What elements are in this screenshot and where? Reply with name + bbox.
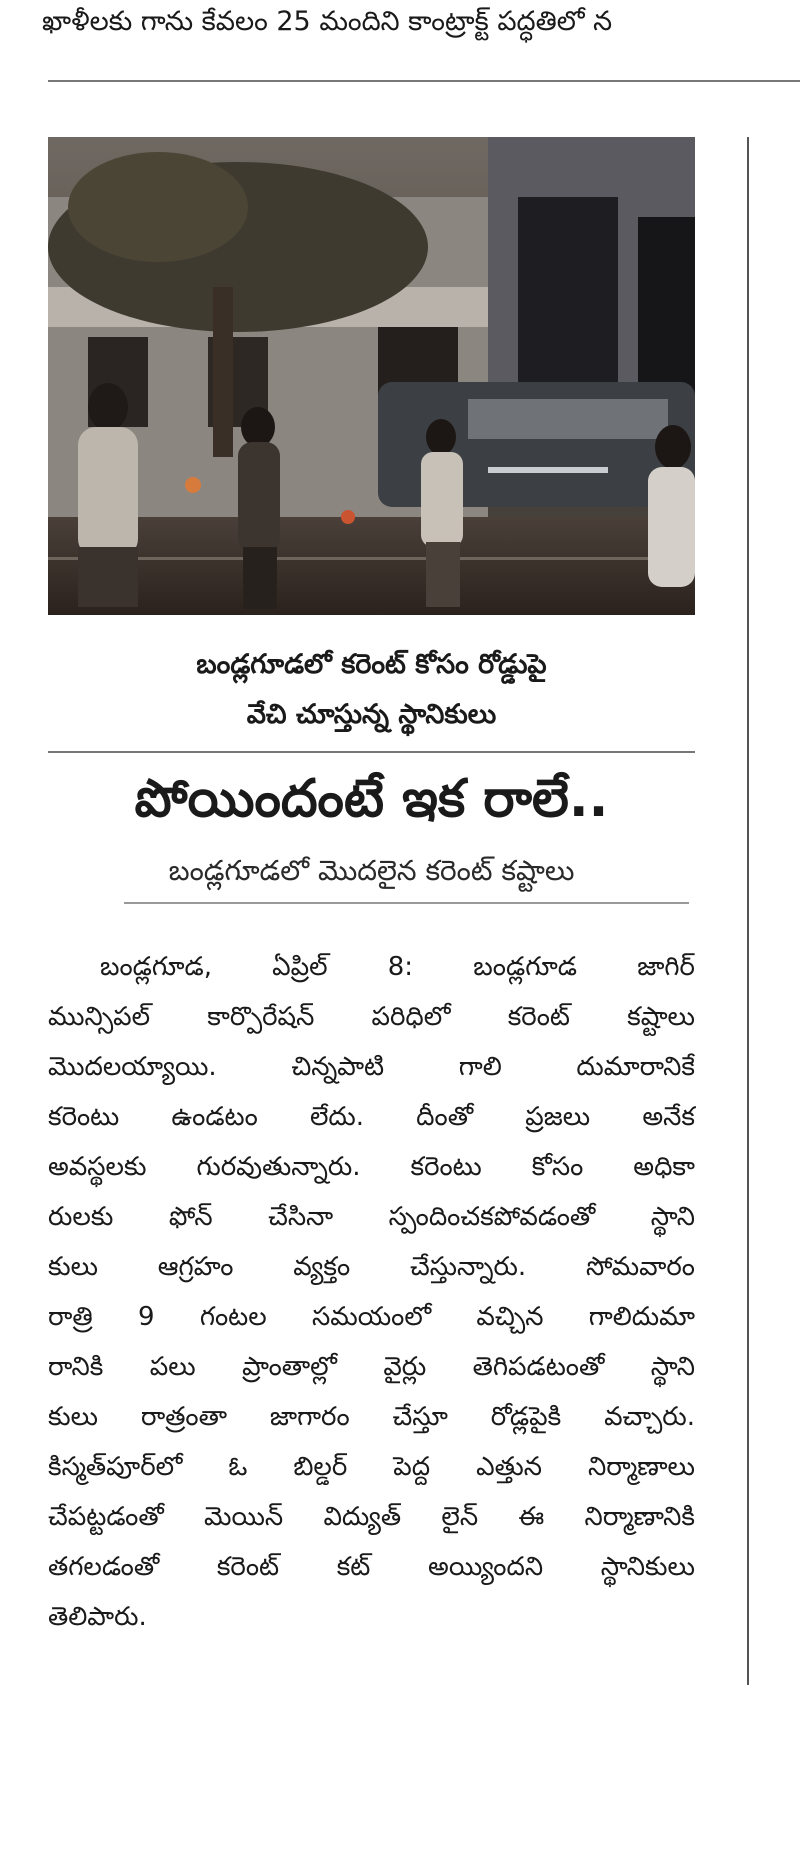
body-word: బిల్డర్: [293, 1452, 348, 1482]
body-word: వచ్చిన: [476, 1302, 544, 1332]
body-word: మున్సిపల్: [48, 1002, 151, 1032]
body-word: స్థాని: [650, 1352, 695, 1382]
body-word: కష్టాలు: [627, 1002, 695, 1032]
body-word: గురవుతున్నారు.: [196, 1152, 361, 1182]
body-word: ఉండటం: [171, 1102, 258, 1132]
body-word: చేపట్టడంతో: [48, 1502, 164, 1532]
body-line: [48, 1142, 695, 1192]
body-word: ఏప్రిల్: [272, 952, 328, 982]
body-word: సమయంలో: [311, 1302, 432, 1332]
body-word: తెగిపడటంతో: [472, 1352, 605, 1382]
body-word: బండ్లగూడ,: [100, 952, 212, 982]
body-word: నిర్మాణానికి: [584, 1502, 695, 1532]
body-word: గాలిదుమా: [588, 1302, 695, 1332]
body-word: చేసినా: [268, 1202, 334, 1232]
body-word: అయ్యిందని: [428, 1552, 544, 1582]
body-word: జాగిర్: [637, 952, 695, 982]
body-word: లేదు.: [309, 1102, 365, 1132]
body-line: [48, 1092, 695, 1142]
body-word: కరెంట్: [216, 1552, 280, 1582]
body-word: 9: [137, 1302, 155, 1332]
body-line: [48, 1392, 695, 1442]
body-word: పెద్ద: [393, 1452, 431, 1482]
body-line: [48, 1192, 695, 1242]
body-word: జాగారం: [269, 1402, 350, 1432]
body-word: కులు: [48, 1402, 98, 1432]
body-word: రానికి: [48, 1352, 104, 1382]
body-word: 8:: [387, 952, 414, 982]
body-word: దుమారానికే: [576, 1052, 695, 1082]
body-word: కిస్మత్‌పూర్‌లో: [48, 1452, 183, 1482]
caption-line-1: బండ్లగూడలో కరెంట్ కోసం రోడ్డుపై: [196, 649, 547, 680]
body-line: [48, 992, 695, 1042]
body-word: రులకు: [48, 1202, 114, 1232]
article-body: [48, 942, 695, 1642]
body-line: [48, 1542, 695, 1592]
headline: పోయిందంటే ఇక రాలే..: [134, 769, 609, 829]
body-word: పలు: [149, 1352, 196, 1382]
body-word: కార్పొరేషన్: [207, 1002, 315, 1032]
body-word: తగలడంతో: [48, 1552, 160, 1582]
body-word: రాత్రి: [48, 1302, 93, 1332]
body-word: కోసం: [531, 1152, 584, 1182]
body-line: [48, 1592, 695, 1642]
body-word: మెయిన్: [203, 1502, 284, 1532]
body-word: అవస్థలకు: [48, 1152, 147, 1182]
body-word: ప్రాంతాల్లో: [242, 1352, 337, 1382]
body-word: కరెంట్: [507, 1002, 570, 1032]
body-word: దీంతో: [416, 1102, 474, 1132]
body-word: గంటల: [199, 1302, 267, 1332]
news-photo: [48, 137, 695, 615]
previous-article-fragment: ఖాళీలకు గాను కేవలం 25 మందిని కాంట్రాక్ట్ పద్ధతిలో న: [42, 6, 613, 37]
section-divider: [48, 80, 800, 82]
body-word: సోమవారం: [585, 1252, 695, 1282]
body-line: [48, 1242, 695, 1292]
body-word: కులు: [48, 1252, 98, 1282]
body-word: చేస్తున్నారు.: [409, 1252, 527, 1282]
caption-line-2: వేచి చూస్తున్న స్థానికులు: [246, 699, 497, 730]
body-word: అనేక: [642, 1102, 695, 1132]
body-word: కరెంటు: [410, 1152, 482, 1182]
column-divider: [747, 137, 749, 1685]
body-line: [48, 942, 695, 992]
body-word: వ్యక్తం: [293, 1252, 351, 1282]
body-word: ఫోన్: [168, 1202, 213, 1232]
body-word: కట్: [336, 1552, 371, 1582]
body-word: అధికా: [633, 1152, 695, 1182]
body-word: పరిధిలో: [371, 1002, 451, 1032]
body-word: చేస్తూ: [392, 1402, 448, 1432]
body-word: వచ్చారు.: [604, 1402, 695, 1432]
body-word: గాలి: [458, 1052, 502, 1082]
body-word: ఆగ్రహం: [157, 1252, 234, 1282]
body-word: తెలిపారు.: [48, 1602, 147, 1632]
body-word: స్థానికులు: [600, 1552, 695, 1582]
body-word: ఓ: [228, 1452, 248, 1482]
body-line: [48, 1342, 695, 1392]
subheadline-divider: [124, 902, 689, 904]
photo-caption: [48, 640, 695, 740]
body-word: నిర్మాణాలు: [588, 1452, 695, 1482]
body-word: స్థాని: [650, 1202, 695, 1232]
body-word: మొదలయ్యాయి.: [48, 1052, 217, 1082]
body-word: ప్రజలు: [525, 1102, 591, 1132]
body-line: [48, 1492, 695, 1542]
body-word: లైన్: [441, 1502, 479, 1532]
caption-divider: [48, 751, 695, 753]
body-line: [48, 1042, 695, 1092]
body-word: రాత్రంతా: [140, 1402, 228, 1432]
body-line: [48, 1442, 695, 1492]
body-word: చిన్నపాటి: [291, 1052, 385, 1082]
body-word: స్పందించకపోవడంతో: [388, 1202, 596, 1232]
body-word: ఈ: [518, 1502, 545, 1532]
body-word: బండ్లగూడ: [473, 952, 577, 982]
body-word: ఎత్తున: [476, 1452, 543, 1482]
body-word: కరెంటు: [48, 1102, 120, 1132]
body-line: [48, 1292, 695, 1342]
subheadline: బండ్లగూడలో మొదలైన కరెంట్ కష్టాలు: [168, 854, 575, 887]
body-word: వైర్లు: [383, 1352, 427, 1382]
body-word: విద్యుత్: [323, 1502, 402, 1532]
body-word: రోడ్లపైకి: [490, 1402, 562, 1432]
